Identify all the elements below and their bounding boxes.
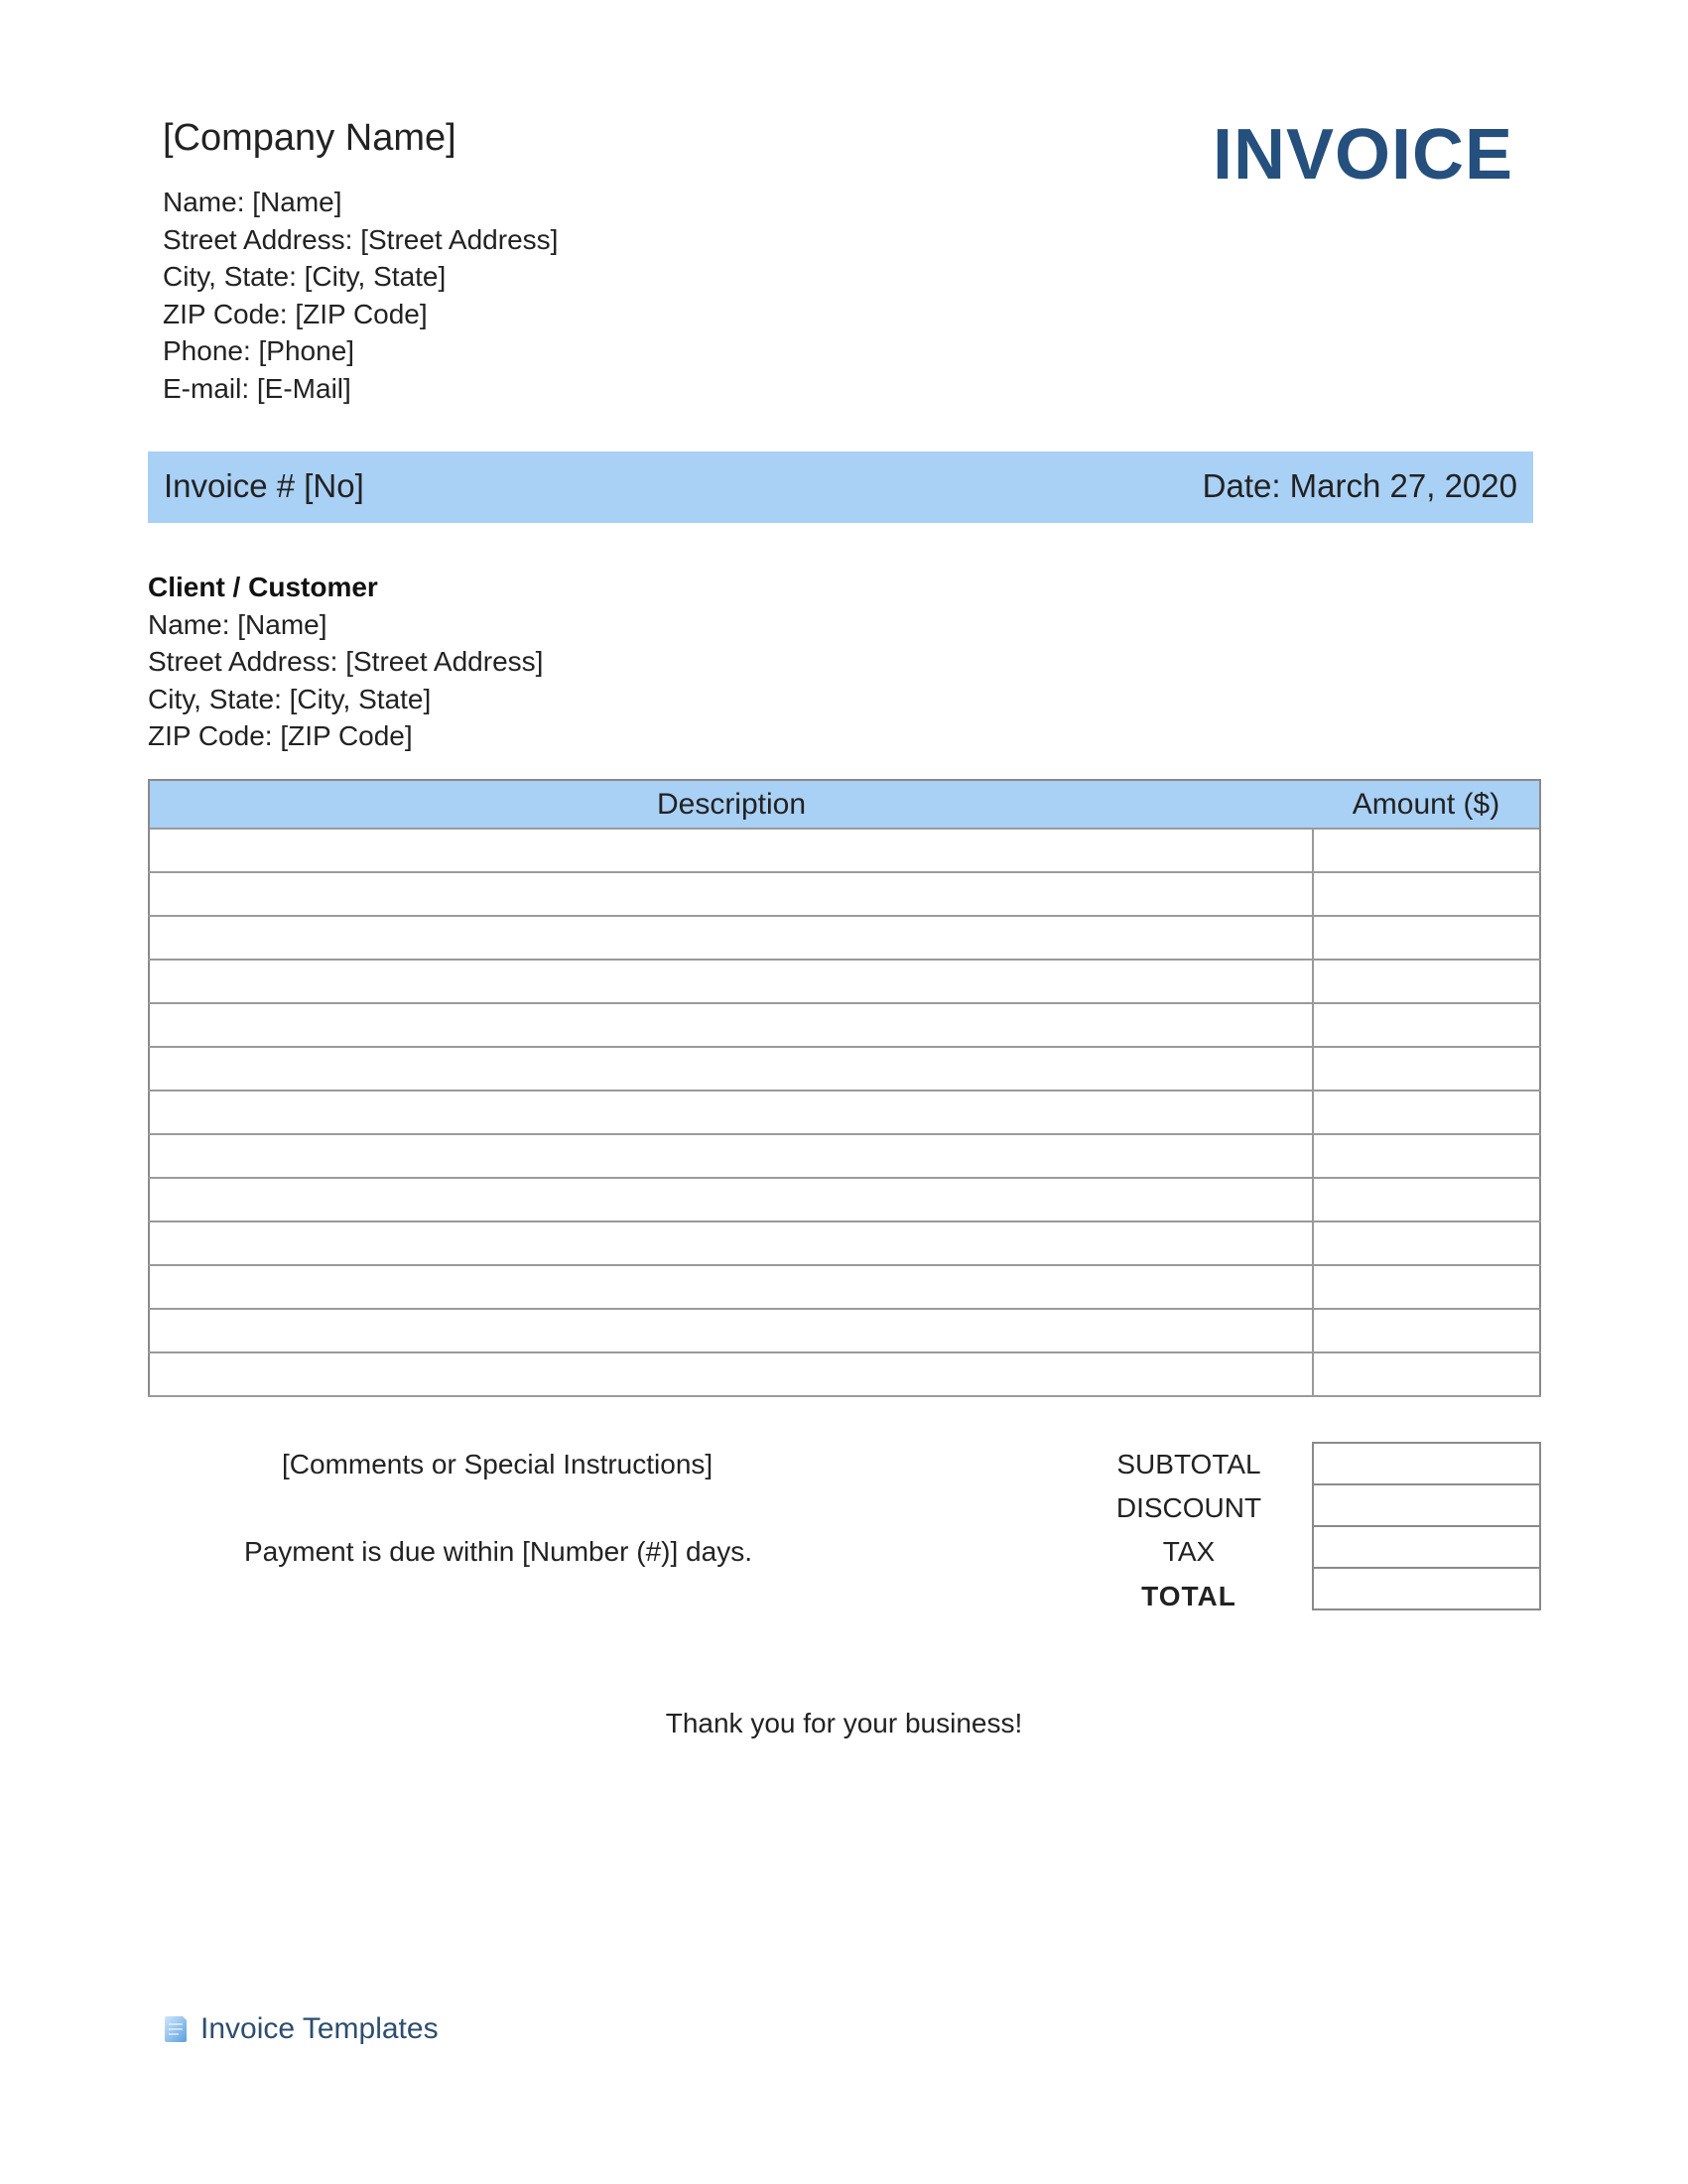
brand	[163, 2012, 439, 2046]
tax-value[interactable]	[1313, 1526, 1540, 1568]
sender-name: Name: [Name]	[163, 187, 342, 217]
table-row	[149, 1265, 1540, 1309]
client-heading: Client / Customer	[148, 572, 378, 602]
amount-cell[interactable]	[1313, 872, 1540, 916]
table-row	[149, 1047, 1540, 1091]
thank-you-message: Thank you for your business!	[665, 1708, 1023, 1738]
comments-text: [Comments or Special Instructions]	[282, 1449, 714, 1479]
description-cell[interactable]	[149, 1091, 1313, 1134]
amount-cell[interactable]	[1313, 1221, 1540, 1265]
description-cell[interactable]	[149, 829, 1313, 872]
invoice-info-bar	[148, 451, 1533, 523]
tax-label: TAX	[1162, 1536, 1216, 1567]
line-items-table	[148, 779, 1541, 1397]
description-cell[interactable]	[149, 960, 1313, 1003]
description-cell[interactable]	[149, 1352, 1313, 1396]
table-row	[149, 916, 1540, 960]
amount-cell[interactable]	[1313, 1352, 1540, 1396]
client-zip-code: ZIP Code: [ZIP Code]	[148, 720, 413, 751]
discount-value[interactable]	[1313, 1484, 1540, 1526]
description-cell[interactable]	[149, 1265, 1313, 1309]
amount-cell[interactable]	[1313, 1091, 1540, 1134]
invoice-title: INVOICE	[1212, 115, 1513, 194]
table-row	[149, 1091, 1540, 1134]
table-header-row	[149, 780, 1540, 829]
discount-label: DISCOUNT	[1115, 1492, 1262, 1523]
amount-cell[interactable]	[1313, 1134, 1540, 1178]
sender-phone: Phone: [Phone]	[163, 335, 355, 366]
table-row	[149, 872, 1540, 916]
invoice-date: Date: March 27, 2020	[1202, 467, 1517, 504]
sender-city-state: City, State: [City, State]	[163, 261, 447, 292]
amount-cell[interactable]	[1313, 916, 1540, 960]
invoice-templates-logo-icon	[163, 2014, 189, 2044]
totals-table	[1312, 1442, 1541, 1610]
company-name: [Company Name]	[163, 117, 456, 159]
sender-street-address: Street Address: [Street Address]	[163, 224, 559, 255]
description-header: Description	[149, 780, 1313, 829]
amount-header: Amount ($)	[1313, 780, 1540, 829]
total-value[interactable]	[1313, 1568, 1540, 1609]
description-cell[interactable]	[149, 1134, 1313, 1178]
table-row	[149, 829, 1540, 872]
description-cell[interactable]	[149, 1178, 1313, 1221]
table-row	[149, 1003, 1540, 1047]
table-row	[149, 1309, 1540, 1352]
amount-cell[interactable]	[1313, 1003, 1540, 1047]
amount-cell[interactable]	[1313, 1265, 1540, 1309]
sender-email: E-mail: [E-Mail]	[163, 373, 351, 404]
client-city-state: City, State: [City, State]	[148, 684, 432, 714]
amount-cell[interactable]	[1313, 829, 1540, 872]
amount-cell[interactable]	[1313, 960, 1540, 1003]
client-street-address: Street Address: [Street Address]	[148, 646, 544, 677]
table-row	[149, 1134, 1540, 1178]
amount-cell[interactable]	[1313, 1309, 1540, 1352]
table-row	[149, 1178, 1540, 1221]
payment-terms: Payment is due within [Number (#)] days.	[244, 1536, 752, 1567]
description-cell[interactable]	[149, 1221, 1313, 1265]
amount-cell[interactable]	[1313, 1178, 1540, 1221]
table-row	[149, 1221, 1540, 1265]
amount-cell[interactable]	[1313, 1047, 1540, 1091]
description-cell[interactable]	[149, 1003, 1313, 1047]
description-cell[interactable]	[149, 1047, 1313, 1091]
client-name: Name: [Name]	[148, 609, 327, 640]
brand-name: Invoice Templates	[200, 2012, 439, 2045]
subtotal-label: SUBTOTAL	[1116, 1449, 1261, 1479]
table-row	[149, 960, 1540, 1003]
description-cell[interactable]	[149, 916, 1313, 960]
total-label: TOTAL	[1141, 1581, 1236, 1611]
description-cell[interactable]	[149, 1309, 1313, 1352]
description-cell[interactable]	[149, 872, 1313, 916]
sender-zip-code: ZIP Code: [ZIP Code]	[163, 299, 428, 329]
table-row	[149, 1352, 1540, 1396]
subtotal-value[interactable]	[1313, 1443, 1540, 1484]
invoice-number: Invoice # [No]	[164, 467, 364, 504]
